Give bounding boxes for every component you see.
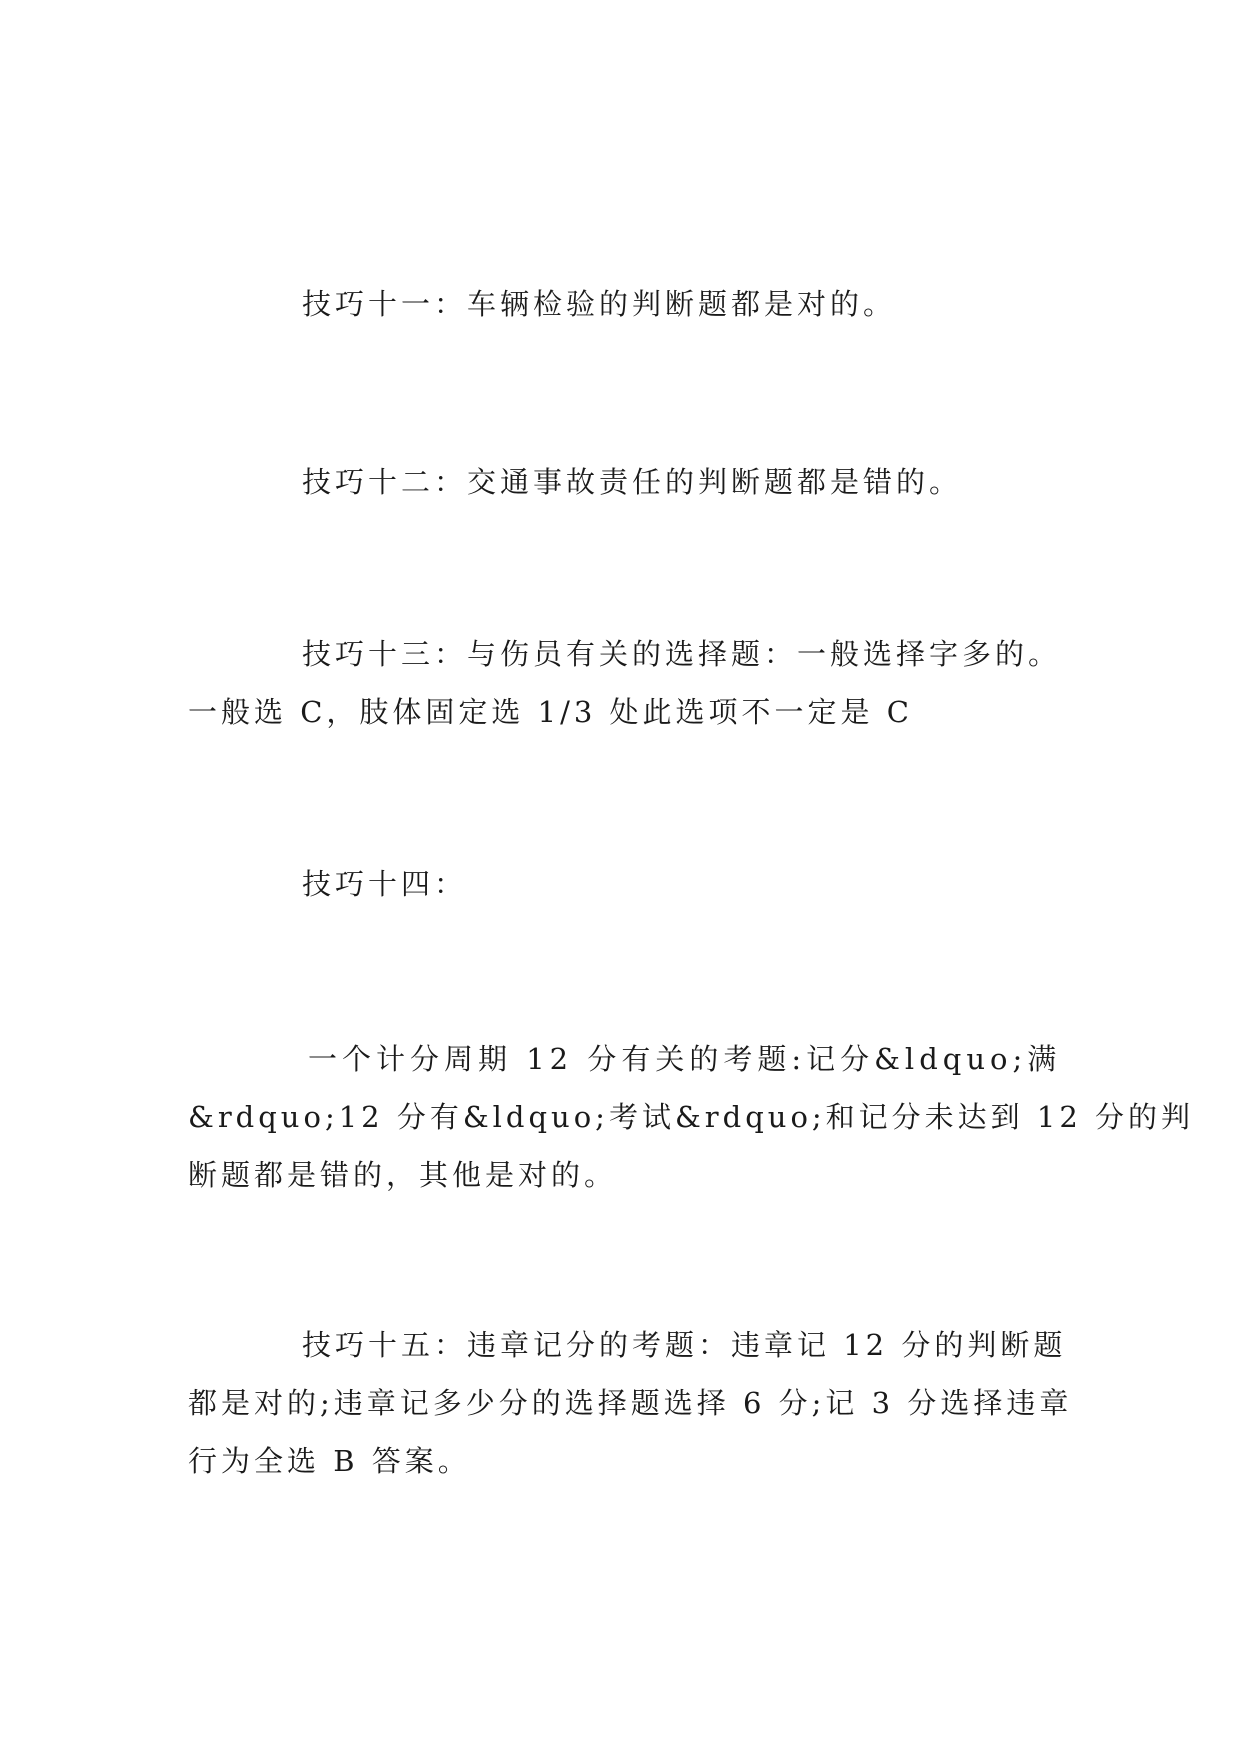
tip-13-paragraph [188, 625, 1063, 741]
tip-11-paragraph: 技巧十一：车辆检验的判断题都是对的。 [302, 287, 897, 321]
tip-13-line-2: 一般选 C，肢体固定选 1/3 处此选项不一定是 C [188, 695, 913, 729]
tip-12-paragraph: 技巧十二：交通事故责任的判断题都是错的。 [302, 465, 963, 499]
tip-14-body-line-3: 断题都是错的，其他是对的。 [188, 1158, 618, 1192]
tip-15-paragraph [188, 1316, 1073, 1490]
tip-15-line-2: 都是对的;违章记多少分的选择题选择 6 分;记 3 分选择违章 [188, 1386, 1073, 1420]
tip-14-body-line-1: 一个计分周期 12 分有关的考题:记分&ldquo;满 [308, 1042, 1062, 1076]
tip-14-body-paragraph [188, 1030, 1195, 1204]
tip-14-body-line-2: &rdquo;12 分有&ldquo;考试&rdquo;和记分未达到 12 分的判 [188, 1100, 1195, 1134]
tip-15-line-3: 行为全选 B 答案。 [188, 1444, 471, 1478]
tip-14-heading: 技巧十四： [302, 867, 468, 901]
tip-15-line-1: 技巧十五：违章记分的考题：违章记 12 分的判断题 [302, 1328, 1067, 1362]
tip-13-line-1: 技巧十三：与伤员有关的选择题：一般选择字多的。 [302, 637, 1062, 671]
